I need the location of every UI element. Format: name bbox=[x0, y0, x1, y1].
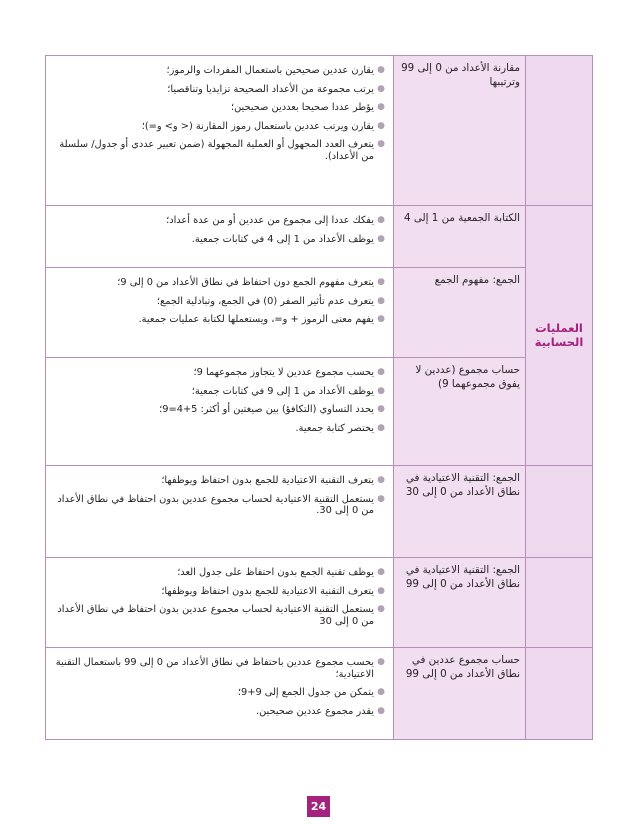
table-row bbox=[46, 648, 593, 740]
topic-text: الجمع: التقنية الاعتيادية في نطاق الأعداد من 0 إلى 99 bbox=[405, 564, 520, 590]
bullet-icon: ● bbox=[377, 385, 385, 396]
bullet-icon: ● bbox=[377, 295, 385, 306]
topic-text: الكتابة الجمعية من 1 إلى 4 bbox=[404, 212, 520, 224]
list-item: ● يتعرف عدم تأثير الصفر (0) في الجمع، وتبادلية الجمع؛ bbox=[156, 295, 385, 307]
topic-cell bbox=[394, 56, 526, 206]
domain-cell bbox=[526, 206, 593, 466]
bullet-icon: ● bbox=[377, 233, 385, 244]
topic-text: مقارنة الأعداد من 0 إلى 99 وترتيبها bbox=[401, 62, 520, 88]
bullet-icon: ● bbox=[377, 65, 385, 75]
bullet-icon: ● bbox=[377, 657, 385, 667]
topic-cell bbox=[394, 358, 526, 466]
bullet-icon: ● bbox=[377, 83, 385, 94]
list-item: ● يحسب مجموع عددين باحتفاظ في نطاق الأعداد من 0 إلى 99 باستعمال التقنية الاعتيادية؛ bbox=[55, 657, 385, 680]
objectives-list bbox=[52, 65, 385, 162]
list-item: ● يؤطر عددا صحيحا بعددين صحيحين؛ bbox=[230, 102, 385, 113]
domain-cell-empty bbox=[526, 648, 593, 740]
list-item: ● يقارن ويرتب عددين باستعمال رموز المقارنة (< و> و=)؛ bbox=[141, 120, 385, 132]
topic-text: حساب مجموع (عددين لا يفوق مجموعهما 9) bbox=[415, 364, 520, 390]
bullet-icon: ● bbox=[377, 277, 385, 287]
table-row bbox=[46, 558, 593, 648]
topic-text: الجمع: التقنية الاعتيادية في نطاق الأعداد من 0 إلى 30 bbox=[405, 472, 520, 498]
bullet-icon: ● bbox=[377, 604, 385, 614]
list-item: ● يتعرف التقنية الاعتيادية للجمع بدون احتفاظ ويوظفها؛ bbox=[161, 475, 385, 486]
objectives-list bbox=[52, 567, 385, 627]
table-row bbox=[46, 358, 593, 466]
list-item: ● يتمكن من جدول الجمع إلى 9+9؛ bbox=[237, 687, 385, 698]
bullet-icon: ● bbox=[377, 215, 385, 225]
topic-text: حساب مجموع عددين في نطاق الأعداد من 0 إلى 99 bbox=[405, 654, 520, 680]
list-item: ● يستعمل التقنية الاعتيادية لحساب مجموع عددين بدون احتفاظ في نطاق الأعداد من 0 إلى 30 bbox=[57, 604, 385, 627]
list-item: ● يفكك عددا إلى مجموع من عددين أو من عدة أعداد؛ bbox=[166, 215, 385, 226]
bullet-icon: ● bbox=[377, 585, 385, 596]
bullet-icon: ● bbox=[377, 475, 385, 485]
topic-cell bbox=[394, 206, 526, 268]
bullet-icon: ● bbox=[377, 687, 385, 697]
table-row bbox=[46, 466, 593, 558]
objectives-list bbox=[52, 367, 385, 434]
bullet-icon: ● bbox=[377, 102, 385, 112]
topic-cell bbox=[394, 268, 526, 358]
list-item: ● يرتب مجموعة من الأعداد الصحيحة تزايديا وتناقصيا؛ bbox=[167, 83, 385, 95]
list-item: ● يوظف تقنية الجمع بدون احتفاظ على جدول العد؛ bbox=[177, 567, 385, 578]
domain-cell-empty bbox=[526, 56, 593, 206]
bullet-icon: ● bbox=[377, 493, 385, 504]
bullet-icon: ● bbox=[377, 139, 385, 149]
objectives-list bbox=[52, 475, 385, 517]
objectives-cell bbox=[46, 358, 394, 466]
list-item: ● يحدد التساوي (التكافؤ) بين صيغتين أو أكثر: 5+4=9؛ bbox=[159, 404, 385, 415]
objectives-cell bbox=[46, 648, 394, 740]
table-row bbox=[46, 56, 593, 206]
objectives-cell bbox=[46, 268, 394, 358]
objectives-cell bbox=[46, 206, 394, 268]
objectives-cell bbox=[46, 56, 394, 206]
list-item: ● يتعرف مفهوم الجمع دون احتفاظ في نطاق الأعداد من 0 إلى 9؛ bbox=[117, 277, 385, 288]
bullet-icon: ● bbox=[377, 705, 385, 716]
bullet-icon: ● bbox=[377, 567, 385, 577]
topic-cell bbox=[394, 466, 526, 558]
topic-cell bbox=[394, 648, 526, 740]
table-row bbox=[46, 206, 593, 268]
objectives-list bbox=[52, 657, 385, 717]
table-row bbox=[46, 268, 593, 358]
list-item: ● يحسب مجموع عددين لا يتجاوز مجموعهما 9؛ bbox=[193, 367, 385, 378]
list-item: ● يتعرف التقنية الاعتيادية للجمع بدون احتفاظ ويوظفها؛ bbox=[161, 585, 385, 597]
list-item: ● يوظف الأعداد من 1 إلى 4 في كتابات جمعية. bbox=[191, 233, 385, 245]
list-item: ● يوظف الأعداد من 1 إلى 9 في كتابات جمعية؛ bbox=[191, 385, 385, 397]
topic-cell bbox=[394, 558, 526, 648]
page-number: 24 bbox=[307, 796, 330, 817]
topic-text: الجمع: مفهوم الجمع bbox=[434, 274, 520, 286]
domain-label: العمليات الحسابية bbox=[534, 320, 584, 349]
objectives-list bbox=[52, 215, 385, 245]
objectives-list bbox=[52, 277, 385, 326]
domain-cell-empty bbox=[526, 558, 593, 648]
domain-cell-empty bbox=[526, 466, 593, 558]
objectives-cell bbox=[46, 466, 394, 558]
bullet-icon: ● bbox=[377, 367, 385, 377]
list-item: ● يختصر كتابة جمعية. bbox=[295, 422, 385, 434]
list-item: ● يستعمل التقنية الاعتيادية لحساب مجموع عددين بدون احتفاظ في نطاق الأعداد من 0 إلى 30. bbox=[57, 493, 385, 516]
list-item: ● يفهم معنى الرموز + و=، ويستعملها لكتابة عمليات جمعية. bbox=[138, 314, 385, 325]
bullet-icon: ● bbox=[377, 120, 385, 131]
objectives-table bbox=[45, 55, 593, 740]
bullet-icon: ● bbox=[377, 422, 385, 433]
objectives-cell bbox=[46, 558, 394, 648]
list-item: ● يقارن عددين صحيحين باستعمال المفردات والرموز؛ bbox=[166, 65, 385, 76]
bullet-icon: ● bbox=[377, 404, 385, 414]
list-item: ● يتعرف العدد المجهول أو العملية المجهولة (ضمن تعبير عددي أو جدول/ سلسلة من الأعداد). bbox=[59, 139, 385, 162]
list-item: ● يقدر مجموع عددين صحيحين. bbox=[255, 705, 385, 717]
bullet-icon: ● bbox=[377, 314, 385, 324]
